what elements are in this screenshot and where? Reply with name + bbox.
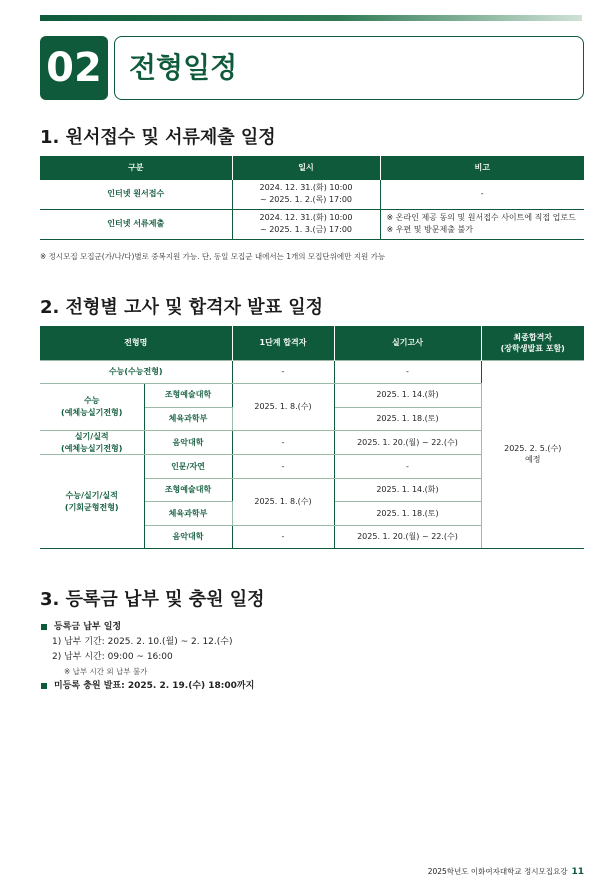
section1-title: 1. 원서접수 및 서류제출 일정 bbox=[40, 127, 276, 148]
chapter-title: 전형일정 bbox=[114, 36, 584, 100]
top-accent-bar bbox=[40, 15, 582, 21]
col-header: 구분 bbox=[40, 156, 232, 179]
list-item: 등록금 납부 일정 bbox=[40, 620, 254, 635]
track-name: 수능/실기/실적 (기회균형전형) bbox=[40, 455, 144, 549]
row-label: 인터넷 서류제출 bbox=[40, 209, 232, 239]
chapter-header bbox=[40, 36, 584, 100]
col-header: 실기고사 bbox=[334, 326, 481, 360]
row-note: ※ 온라인 제공 동의 및 원서접수 사이트에 직접 업로드 ※ 우편 및 방문제출 불가 bbox=[380, 209, 584, 239]
stage1-date: - bbox=[232, 455, 334, 479]
stage1-date: - bbox=[232, 360, 334, 384]
table-row bbox=[40, 179, 584, 209]
section1-note: ※ 정시모집 모집군(가/나/다)별로 중복지원 가능. 단, 동일 모집군 내에서는 1개의 모집단위에만 지원 가능 bbox=[40, 252, 386, 261]
row-date: 2024. 12. 31.(화) 10:00 ~ 2025. 1. 2.(목) 17:00 bbox=[232, 179, 380, 209]
payment-schedule-list bbox=[40, 620, 254, 694]
row-date: 2024. 12. 31.(화) 10:00 ~ 2025. 1. 3.(금) 17:00 bbox=[232, 209, 380, 239]
stage1-date: 2025. 1. 8.(수) bbox=[232, 478, 334, 525]
exam-schedule-table bbox=[40, 326, 584, 549]
col-header: 비고 bbox=[380, 156, 584, 179]
section2-title: 2. 전형별 고사 및 합격자 발표 일정 bbox=[40, 297, 324, 318]
page-number: 11 bbox=[571, 867, 584, 877]
col-header: 일시 bbox=[232, 156, 380, 179]
exam-date: 2025. 1. 18.(토) bbox=[334, 407, 481, 431]
sub-unit: 인문/자연 bbox=[144, 455, 232, 479]
col-header: 1단계 합격자 bbox=[232, 326, 334, 360]
sub-unit: 체육과학부 bbox=[144, 407, 232, 431]
sub-unit: 조형예술대학 bbox=[144, 384, 232, 408]
table-header-row bbox=[40, 326, 584, 360]
table-row bbox=[40, 360, 584, 384]
application-schedule-table bbox=[40, 156, 584, 240]
track-name: 수능 (예체능실기전형) bbox=[40, 384, 144, 431]
exam-date: 2025. 1. 14.(화) bbox=[334, 478, 481, 502]
list-subitem: 1) 납부 기간: 2025. 2. 10.(월) ~ 2. 12.(수) bbox=[52, 637, 233, 647]
row-label: 인터넷 원서접수 bbox=[40, 179, 232, 209]
row-note: - bbox=[380, 179, 584, 209]
table-row bbox=[40, 209, 584, 239]
exam-date: - bbox=[334, 455, 481, 479]
exam-date: - bbox=[334, 360, 481, 384]
col-header: 전형명 bbox=[40, 326, 232, 360]
stage1-date: - bbox=[232, 431, 334, 455]
stage1-date: 2025. 1. 8.(수) bbox=[232, 384, 334, 431]
track-name: 실기/실적 (예체능실기전형) bbox=[40, 431, 144, 455]
exam-date: 2025. 1. 20.(월) ~ 22.(수) bbox=[334, 431, 481, 455]
track-name: 수능(수능전형) bbox=[40, 360, 232, 384]
table-header-row bbox=[40, 156, 584, 179]
col-header: 최종합격자 (장학생발표 포함) bbox=[481, 326, 584, 360]
final-result-date: 2025. 2. 5.(수) 예정 bbox=[481, 360, 584, 549]
sub-unit: 조형예술대학 bbox=[144, 478, 232, 502]
exam-date: 2025. 1. 14.(화) bbox=[334, 384, 481, 408]
sub-unit: 체육과학부 bbox=[144, 502, 232, 526]
chapter-number: 02 bbox=[40, 36, 108, 100]
sub-unit: 음악대학 bbox=[144, 525, 232, 549]
sub-unit: 음악대학 bbox=[144, 431, 232, 455]
list-item: 미등록 충원 발표: 2025. 2. 19.(수) 18:00까지 bbox=[40, 679, 254, 694]
list-subitem: 2) 납부 시간: 09:00 ~ 16:00 bbox=[52, 652, 173, 662]
page-footer bbox=[428, 866, 584, 877]
exam-date: 2025. 1. 18.(토) bbox=[334, 502, 481, 526]
section3-title: 3. 등록금 납부 및 충원 일정 bbox=[40, 589, 265, 610]
exam-date: 2025. 1. 20.(월) ~ 22.(수) bbox=[334, 525, 481, 549]
footer-text: 2025학년도 이화여자대학교 정시모집요강 bbox=[427, 867, 568, 876]
stage1-date: - bbox=[232, 525, 334, 549]
list-note: ※ 납부 시간 외 납부 불가 bbox=[64, 667, 148, 676]
